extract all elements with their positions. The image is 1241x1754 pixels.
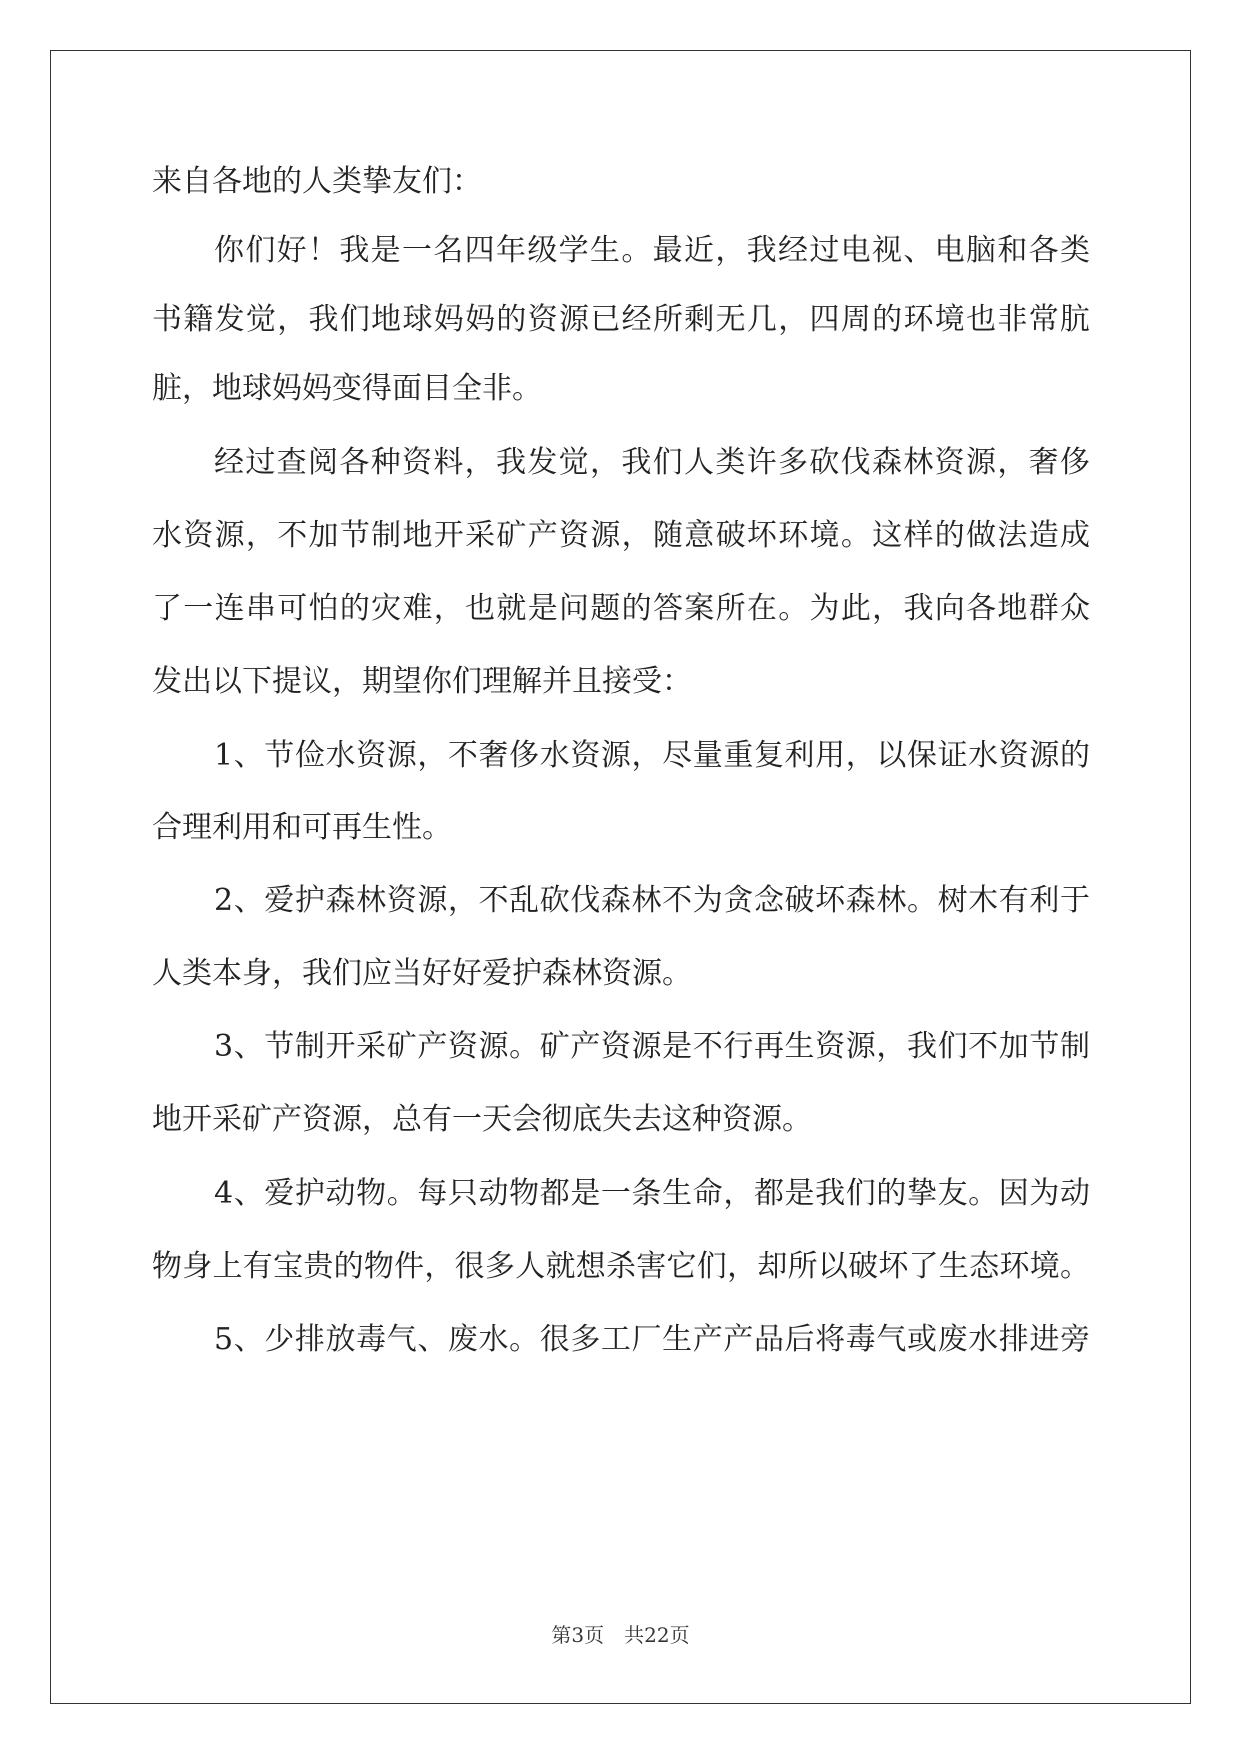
paragraph-line: 了一连串可怕的灾难，也就是问题的答案所在。为此，我向各地群众 xyxy=(152,591,1090,626)
page-number: 第3页 xyxy=(551,1623,605,1647)
list-item-line: 物身上有宝贵的物件，很多人就想杀害它们，却所以破坏了生态环境。 xyxy=(152,1249,1090,1284)
list-item-line: 4、爱护动物。每只动物都是一条生命，都是我们的挚友。因为动 xyxy=(214,1176,1090,1211)
list-item-line: 5、少排放毒气、废水。很多工厂生产产品后将毒气或废水排进旁 xyxy=(214,1322,1090,1357)
list-item-line: 地开采矿产资源，总有一天会彻底失去这种资源。 xyxy=(152,1102,812,1137)
list-item-line: 2、爱护森林资源，不乱砍伐森林不为贪念破坏森林。树木有利于 xyxy=(214,883,1090,918)
page-footer xyxy=(0,1623,1241,1647)
list-item-line: 合理利用和可再生性。 xyxy=(152,810,452,845)
paragraph-line: 脏，地球妈妈变得面目全非。 xyxy=(152,371,542,406)
paragraph-line: 你们好！我是一名四年级学生。最近，我经过电视、电脑和各类 xyxy=(214,233,1090,268)
paragraph-line: 水资源，不加节制地开采矿产资源，随意破坏环境。这样的做法造成 xyxy=(152,518,1090,553)
paragraph-line: 书籍发觉，我们地球妈妈的资源已经所剩无几，四周的环境也非常肮 xyxy=(152,302,1090,337)
list-item-line: 1、节俭水资源，不奢侈水资源，尽量重复利用，以保证水资源的 xyxy=(214,738,1090,773)
list-item-line: 3、节制开采矿产资源。矿产资源是不行再生资源，我们不加节制 xyxy=(214,1029,1090,1064)
salutation-line: 来自各地的人类挚友们： xyxy=(152,164,482,199)
page-border xyxy=(50,50,1191,1704)
list-item-line: 人类本身，我们应当好好爱护森林资源。 xyxy=(152,956,692,991)
paragraph-line: 经过查阅各种资料，我发觉，我们人类许多砍伐森林资源，奢侈 xyxy=(214,445,1090,480)
page-total: 共22页 xyxy=(624,1623,690,1647)
paragraph-line: 发出以下提议，期望你们理解并且接受： xyxy=(152,664,692,699)
